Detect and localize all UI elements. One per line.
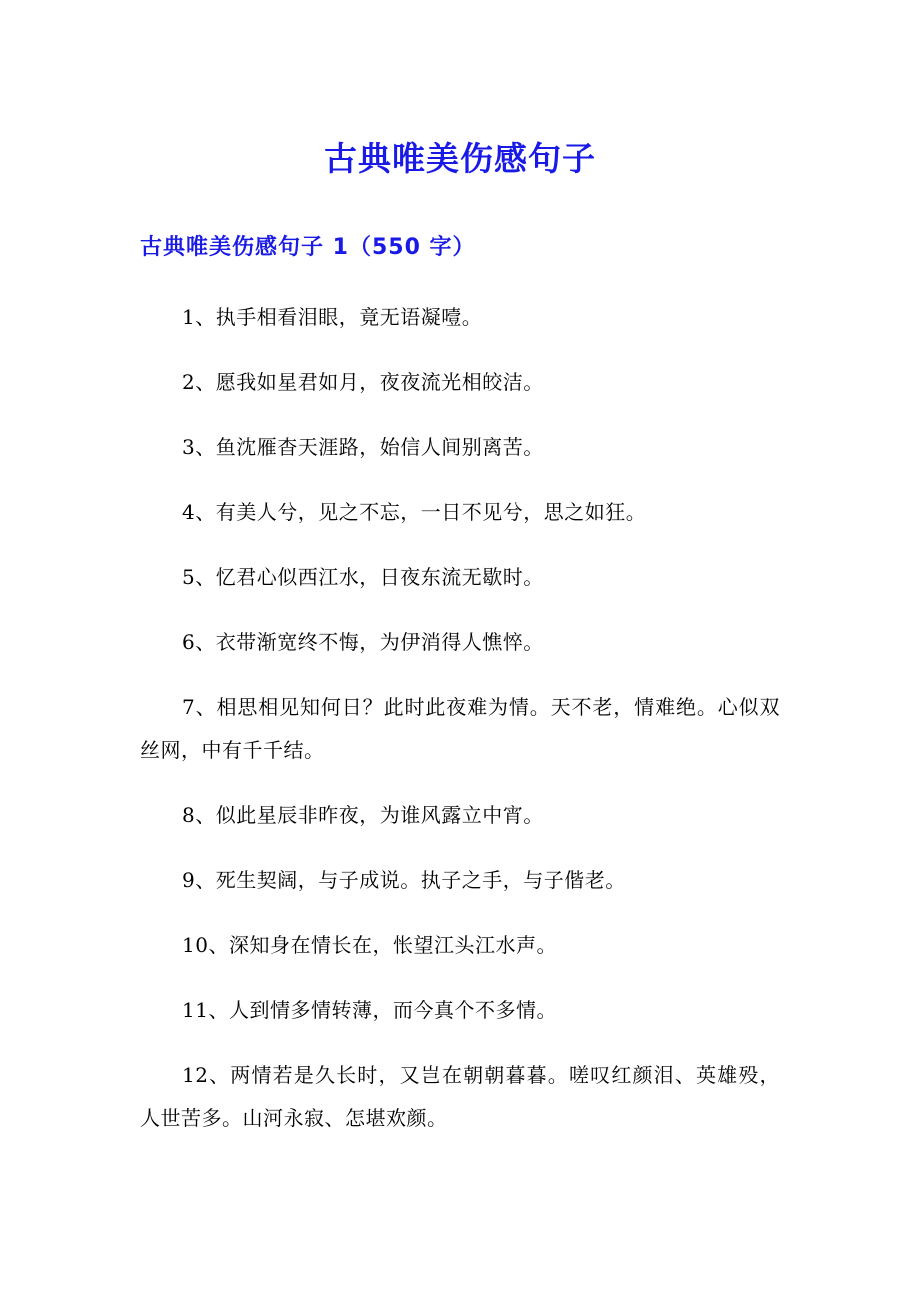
sentence-list [140, 296, 780, 1162]
list-item: 8、似此星辰非昨夜，为谁风露立中宵。 [182, 803, 544, 827]
list-item: 11、人到情多情转薄，而今真个不多情。 [182, 998, 557, 1022]
list-item: 5、忆君心似西江水，日夜东流无歇时。 [182, 565, 544, 589]
document-title: 古典唯美伤感句子 [324, 139, 596, 178]
list-item: 9、死生契阔，与子成说。执子之手，与子偕老。 [182, 868, 626, 892]
list-item: 4、有美人兮，见之不忘，一日不见兮，思之如狂。 [182, 500, 647, 524]
list-item: 12、两情若是久长时，又岂在朝朝暮暮。嗟叹红颜泪、英雄殁，人世苦多。山河永寂、怎堪欢颜。 [140, 1063, 780, 1130]
list-item: 10、深知身在情长在，怅望江头江水声。 [182, 933, 557, 957]
list-item: 2、愿我如星君如月，夜夜流光相皎洁。 [182, 370, 544, 394]
list-item: 7、相思相见知何日？此时此夜难为情。天不老，情难绝。心似双丝网，中有千千结。 [140, 695, 780, 762]
list-item: 6、衣带渐宽终不悔，为伊消得人憔悴。 [182, 630, 544, 654]
list-item: 1、执手相看泪眼，竟无语凝噎。 [182, 305, 483, 329]
list-item: 3、鱼沈雁杳天涯路，始信人间别离苦。 [182, 435, 544, 459]
section-heading: 古典唯美伤感句子 1（550 字） [140, 235, 476, 260]
